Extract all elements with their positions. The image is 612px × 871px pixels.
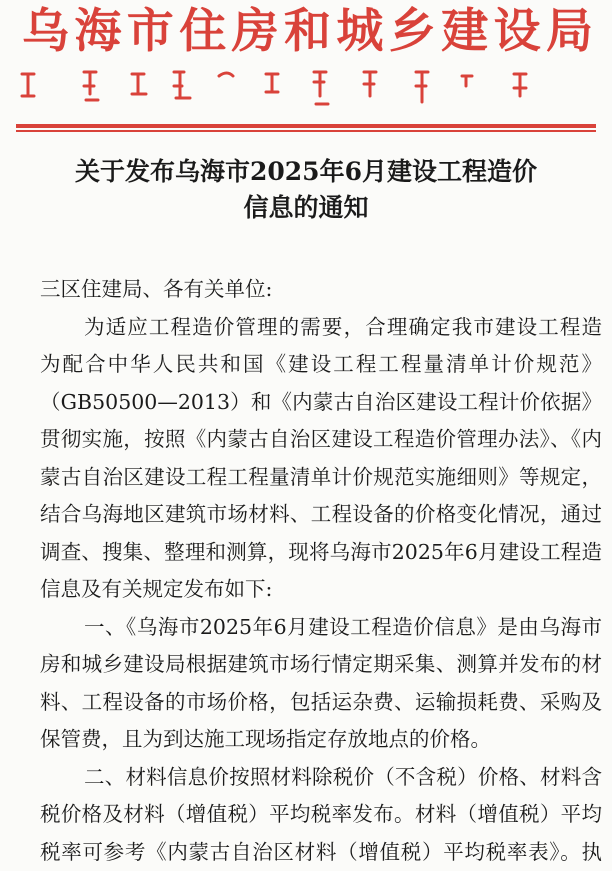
header-rule-thin — [16, 130, 596, 132]
body-line: 结合乌海地区建筑市场材料、工程设备的价格变化情况，通过 — [40, 496, 602, 534]
mongolian-script-header — [14, 66, 604, 112]
body-line: 三区住建局、各有关单位: — [40, 271, 602, 309]
body-line: 房和城乡建设局根据建筑市场行情定期采集、测算并发布的材 — [40, 646, 602, 684]
body-line: 税率可参考《内蒙古自治区材料（增值税）平均税率表》。执 — [40, 834, 602, 871]
body-line: 为配合中华人民共和国《建设工程工程量清单计价规范》 — [40, 346, 602, 384]
notice-title-line-1: 关于发布乌海市2025年6月建设工程造价 — [0, 155, 612, 189]
body-line: 贯彻实施，按照《内蒙古自治区建设工程造价管理办法》、《内 — [40, 421, 602, 459]
body-line: 信息及有关规定发布如下: — [40, 571, 602, 609]
body-line: 为适应工程造价管理的需要，合理确定我市建设工程造 — [40, 309, 602, 347]
body-line: 税价格及材料（增值税）平均税率发布。材料（增值税）平均 — [40, 796, 602, 834]
body-line: 二、材料信息价按照材料除税价（不含税）价格、材料含 — [40, 759, 602, 797]
issuing-authority-header: 乌海市住房和城乡建设局 — [22, 4, 594, 60]
body-line: 一、《乌海市2025年6月建设工程造价信息》是由乌海市 — [40, 609, 602, 647]
body-line: 料、工程设备的市场价格，包括运杂费、运输损耗费、采购及 — [40, 684, 602, 722]
notice-body — [40, 271, 602, 871]
body-line: 蒙古自治区建设工程工程量清单计价规范实施细则》等规定， — [40, 459, 602, 497]
body-line: 保管费，且为到达施工现场指定存放地点的价格。 — [40, 721, 602, 759]
body-line: 调查、搜集、整理和测算，现将乌海市2025年6月建设工程造 — [40, 534, 602, 572]
body-line: （GB50500—2013）和《内蒙古自治区建设工程计价依据》 — [40, 384, 602, 422]
notice-title-line-2: 信息的通知 — [0, 191, 612, 225]
header-rule-thick — [16, 124, 596, 128]
